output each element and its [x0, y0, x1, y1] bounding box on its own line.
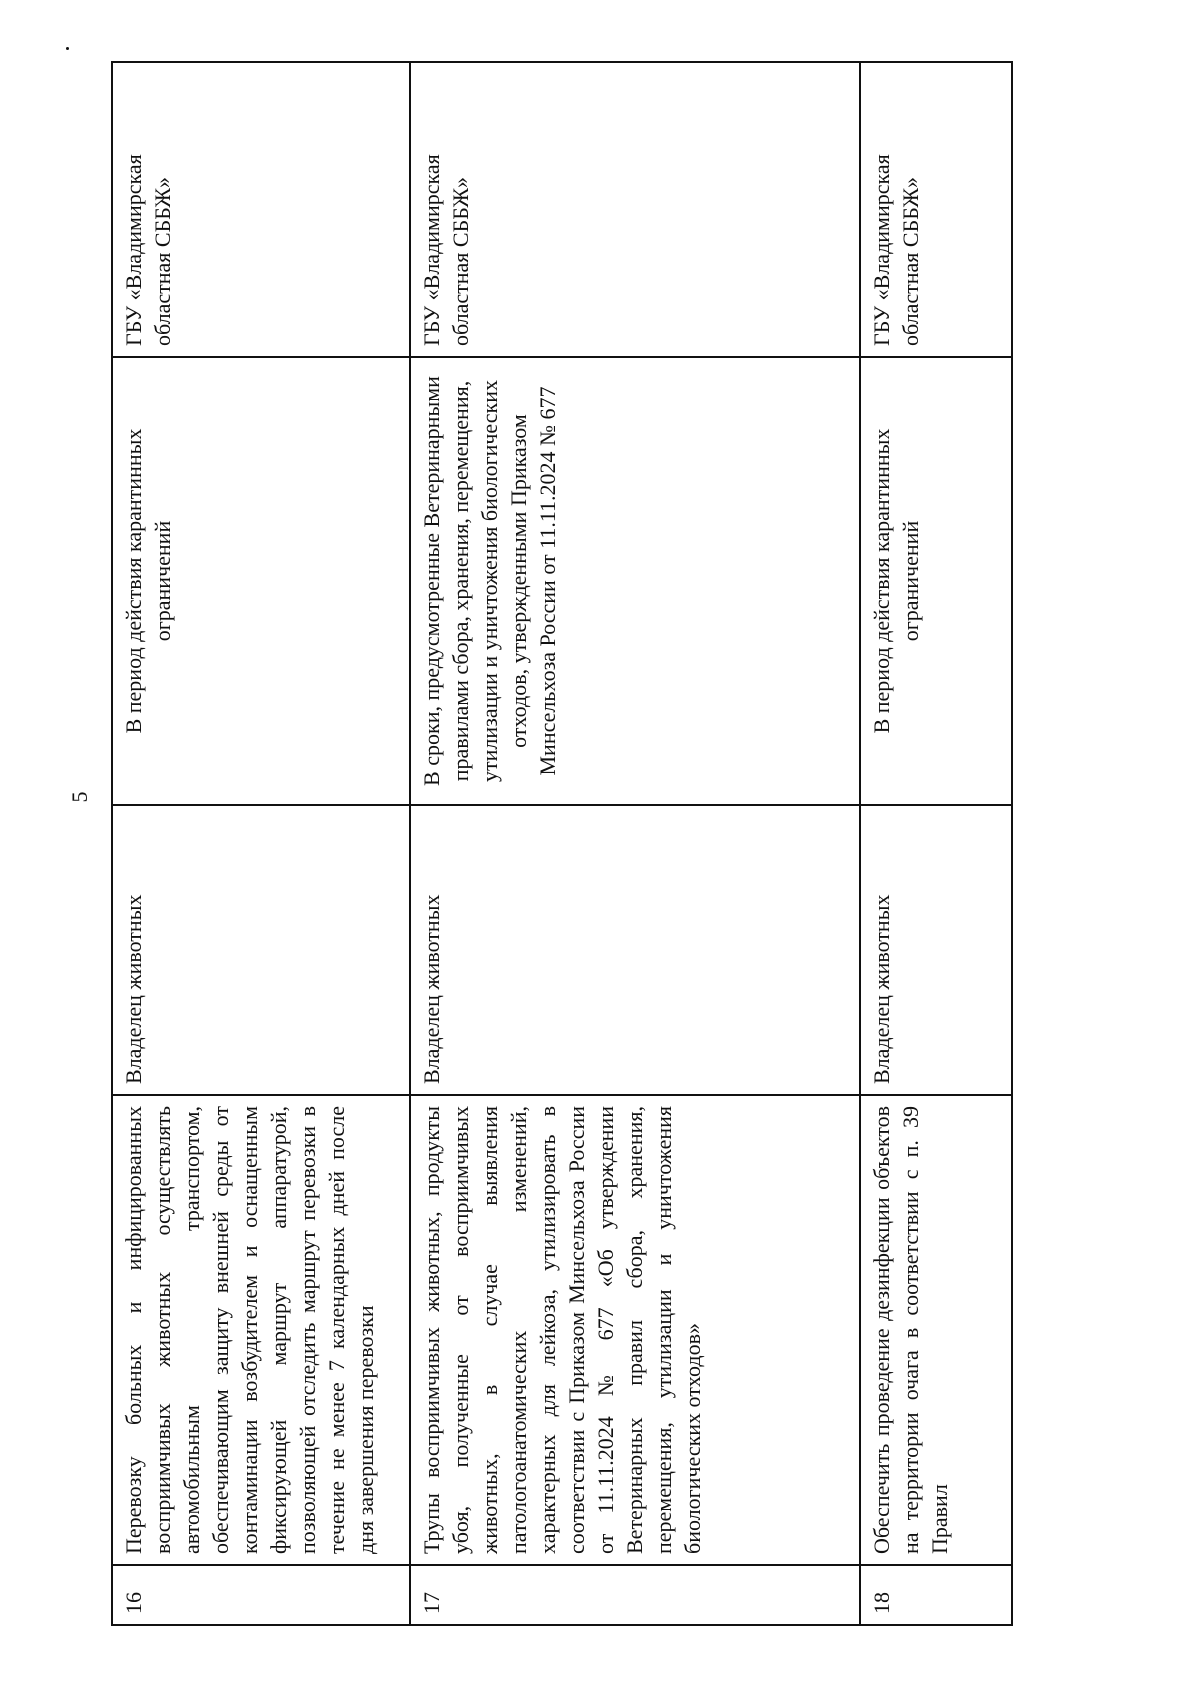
rotated-table-content: [111, 63, 1011, 1626]
executor-cell: Владелец животных: [410, 805, 860, 1095]
responsible-cell: ГБУ «Владимирская областная СББЖ»: [860, 62, 1012, 357]
row-number: 17: [410, 1565, 860, 1625]
executor-cell: Владелец животных: [112, 805, 410, 1095]
measure-description: Обеспечить проведение дезинфекции объектов на территории очага в соответствии с п. 39 Правил: [860, 1095, 1012, 1565]
responsible-cell: ГБУ «Владимирская областная СББЖ»: [410, 62, 860, 357]
measure-description: Перевозку больных и инфицированных восприимчивых животных осуществлять автомобильным транспортом, обеспечивающим защиту внешней среды от контаминации возбудителем и оснащенным фиксирующей маршрут аппаратурой, позволяющей отследить маршрут перевозки в течение не менее 7 календарных дней после дня завершения перевозки: [112, 1095, 410, 1565]
scan-speck: [66, 47, 69, 50]
responsible-cell: ГБУ «Владимирская областная СББЖ»: [112, 62, 410, 357]
row-number: 16: [112, 1565, 410, 1625]
table-row: [860, 62, 1012, 1625]
rotated-table-frame: [111, 63, 1011, 1626]
deadline-cell: В период действия карантинных ограничений: [112, 357, 410, 805]
page-number: 5: [67, 791, 92, 803]
deadline-cell: В сроки, предусмотренные Ветеринарными правилами сбора, хранения, перемещения, утилизации и уничтожения биологических отходов, утвержденными Приказом Минсельхоза России от 11.11.2024 № 677: [410, 357, 860, 805]
table-row: [112, 62, 410, 1625]
executor-cell: Владелец животных: [860, 805, 1012, 1095]
measures-table: [111, 61, 1013, 1626]
deadline-cell: В период действия карантинных ограничений: [860, 357, 1012, 805]
table-row: [410, 62, 860, 1625]
measure-description: Трупы восприимчивых животных, продукты убоя, полученные от восприимчивых животных, в случае выявления патологоанатомических изменений, характерных для лейкоза, утилизировать в соответствии с Приказом Минсельхоза России от 11.11.2024 № 677 «Об утверждении Ветеринарных правил сбора, хранения, перемещения, утилизации и уничтожения биологических отходов»: [410, 1095, 860, 1565]
row-number: 18: [860, 1565, 1012, 1625]
